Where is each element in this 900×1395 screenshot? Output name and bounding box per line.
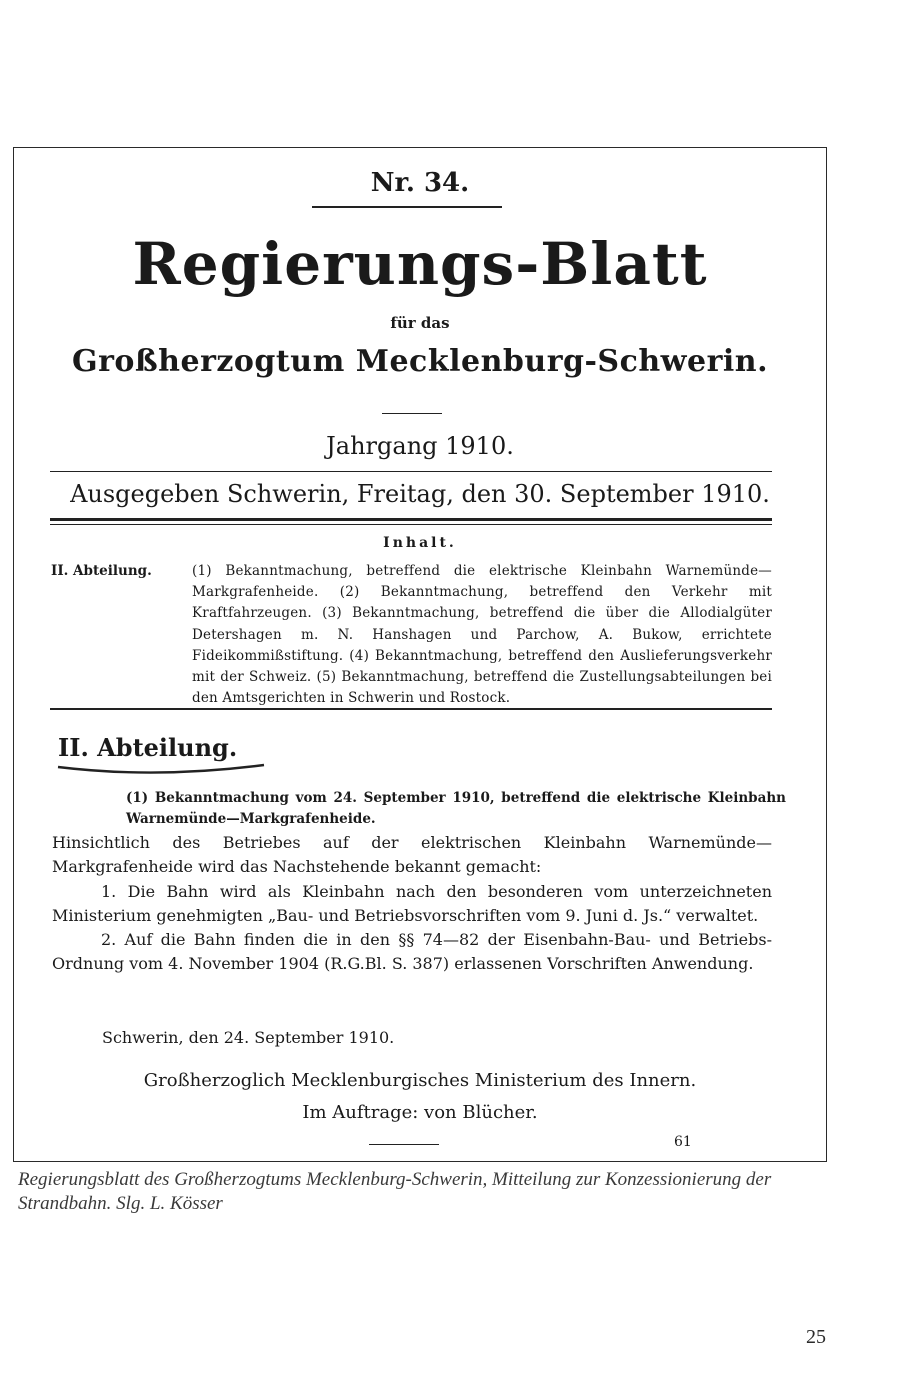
issue-date: Ausgegeben Schwerin, Freitag, den 30. September 1910. (70, 480, 770, 508)
volume: Jahrgang 1910. (326, 432, 514, 460)
issue-number-underline (312, 206, 502, 208)
masthead-subtitle: für das (390, 314, 450, 332)
issue-number: Nr. 34. (370, 168, 470, 198)
volume-rule (50, 471, 772, 472)
place-date: Schwerin, den 24. September 1910. (102, 1028, 395, 1047)
footer-rule (369, 1144, 439, 1145)
section-title: II. Abteilung. (58, 733, 238, 762)
toc-heading: Inhalt. (383, 535, 457, 551)
signature: Im Auftrage: von Blücher. (302, 1102, 538, 1123)
section-title-flourish (56, 761, 266, 777)
notice-body (52, 831, 772, 977)
body-item-1: 1. Die Bahn wird als Kleinbahn nach den besonderen vom unterzeichneten Ministerium genehmigten „Bau- und Betriebsvorschriften vom 9. Juni d. Js.“ verwaltet. (52, 881, 772, 925)
toc-text: (1) Bekanntmachung, betreffend die elektrische Kleinbahn Warnemünde—Markgrafenheide. (2) Bekanntmachung, betreffend den Verkehr mit Kraftfahrzeugen. (3) Bekanntmachung, betreffend die über die Allodialgüter Detershagen m. N. Hanshagen und Parchow, A. Bukow, errichtete Fideikommißstiftung. (4) Bekanntmachung, betreffend den Auslieferungsverkehr mit der Schweiz. (5) Bekanntmachung, betreffend die Zustellungsabteilungen bei den Amtsgerichten in Schwerin und Rostock. (192, 563, 772, 707)
document-frame (13, 147, 827, 1162)
body-intro: Hinsichtlich des Betriebes auf der elektrischen Kleinbahn Warnemünde—Markgrafenheide wird das Nachstehende bekannt gemacht: (52, 833, 772, 877)
page-number: 25 (806, 1326, 826, 1348)
masthead-state: Großherzogtum Mecklenburg-Schwerin. (71, 344, 769, 379)
masthead-divider (382, 413, 442, 414)
masthead-title: Regierungs-Blatt (132, 230, 708, 298)
issue-date-rule-thick (50, 518, 772, 521)
toc-rule (50, 708, 772, 710)
issue-date-rule-thin (50, 524, 772, 525)
ministry: Großherzoglich Mecklenburgisches Ministerium des Innern. (143, 1070, 697, 1091)
body-item-2: 2. Auf die Bahn finden die in den §§ 74—82 der Eisenbahn-Bau- und Betriebs-Ordnung vom 4. November 1904 (R.G.Bl. S. 387) erlassenen Vorschriften Anwendung. (52, 930, 772, 974)
notice-title: (1) Bekanntmachung vom 24. September 1910, betreffend die elektrische Kleinbahn Warnemünde—Markgrafenheide. (126, 790, 786, 827)
page-reference: 61 (674, 1134, 692, 1150)
figure-caption: Regierungsblatt des Großherzogtums Mecklenburg-Schwerin, Mitteilung zur Konzessionierung der Strandbahn. Slg. L. Kösser (18, 1169, 772, 1214)
toc-section-label: II. Abteilung. (51, 563, 152, 579)
